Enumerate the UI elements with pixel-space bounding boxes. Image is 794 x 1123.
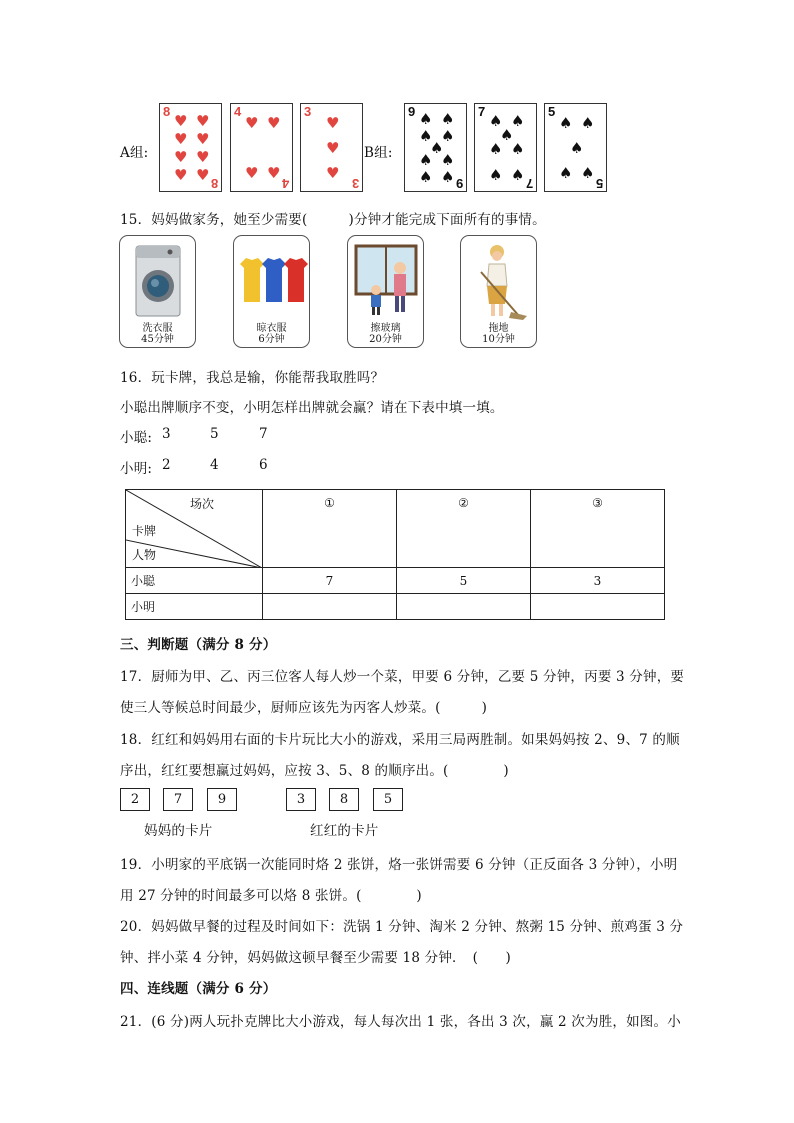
group-b-label: B组: <box>364 145 393 161</box>
xiaocong-label: 小聪: <box>120 430 153 446</box>
xiaocong-card: 7 <box>259 426 268 442</box>
spade-icon: ♠ <box>511 140 525 158</box>
chore-name: 晾衣服 <box>256 323 287 334</box>
mom-cards-label: 妈妈的卡片 <box>144 823 213 839</box>
chore-name: 洗衣服 <box>142 323 173 334</box>
question-16-line1: 16．玩卡牌，我总是输，你能帮我取胜吗？ <box>120 370 385 386</box>
heart-icon: ♥ <box>196 112 210 130</box>
heart-card-8 <box>159 103 222 192</box>
spade-icon: ♠ <box>500 126 514 144</box>
question-16-line2: 小聪出牌顺序不变，小明怎样出牌就会赢？请在下表中填一填。 <box>120 400 504 416</box>
question-18-line1: 18．红红和妈妈用右面的卡片玩比大小的游戏，采用三局两胜制。如果妈妈按 2、9、7 的顺 <box>120 732 680 748</box>
spade-card-7 <box>474 103 537 192</box>
card-rank-bottom: 4 <box>281 176 289 191</box>
header-changci: 场次 <box>190 497 215 511</box>
card-rank: 4 <box>234 104 242 119</box>
round-header-2: ② <box>397 490 531 568</box>
spade-icon: ♠ <box>441 110 455 128</box>
heart-icon: ♥ <box>174 130 188 148</box>
spade-icon: ♠ <box>581 114 595 132</box>
spade-icon: ♠ <box>430 139 444 157</box>
mom-card: 2 <box>120 788 150 811</box>
spade-icon: ♠ <box>419 110 433 128</box>
heart-icon: ♥ <box>196 166 210 184</box>
chore-card-washing <box>119 235 196 348</box>
spade-icon: ♠ <box>441 168 455 186</box>
spade-icon: ♠ <box>511 166 525 184</box>
card-rank-bottom: 9 <box>455 176 463 191</box>
xiaoming-card: 6 <box>259 457 268 473</box>
heart-icon: ♥ <box>245 114 259 132</box>
chore-name: 擦玻璃 <box>370 323 401 334</box>
card-rank: 8 <box>163 104 171 119</box>
xiaoming-label: 小明: <box>120 461 153 477</box>
heart-icon: ♥ <box>267 114 281 132</box>
question-20-line2: 钟、拌小菜 4 分钟，妈妈做这顿早餐至少需要 18 分钟． ( ) <box>120 950 512 966</box>
row-label-xiaocong: 小聪 <box>126 568 263 594</box>
xiaocong-card: 3 <box>162 426 171 442</box>
question-17-line1: 17．厨师为甲、乙、丙三位客人每人炒一个菜，甲要 6 分钟，乙要 5 分钟，丙要 3 分钟，要 <box>120 669 685 685</box>
heart-card-4 <box>230 103 293 192</box>
xiaocong-cell: 5 <box>397 568 531 594</box>
spade-icon: ♠ <box>489 112 503 130</box>
card-rank: 7 <box>478 104 486 119</box>
honghong-card: 5 <box>373 788 403 811</box>
xiaocong-cell: 7 <box>263 568 397 594</box>
question-20-line1: 20．妈妈做早餐的过程及时间如下：洗锅 1 分钟、淘米 2 分钟、熬粥 15 分钟、煎鸡蛋 3 分 <box>120 919 684 935</box>
question-17-line2: 使三人等候总时间最少，厨师应该先为丙客人炒菜。( ) <box>120 700 488 716</box>
question-19-line2: 用 27 分钟的时间最多可以烙 8 张饼。( ) <box>120 888 422 904</box>
heart-icon: ♥ <box>267 164 281 182</box>
xiaoming-card: 4 <box>210 457 219 473</box>
heart-icon: ♥ <box>174 148 188 166</box>
heart-icon: ♥ <box>326 114 340 132</box>
round-header-3: ③ <box>531 490 665 568</box>
spade-icon: ♠ <box>489 140 503 158</box>
card-rank-bottom: 3 <box>351 176 359 191</box>
card-rank-bottom: 5 <box>595 176 603 191</box>
card-rank: 5 <box>548 104 556 119</box>
card-game-table <box>125 489 665 620</box>
heart-icon: ♥ <box>245 164 259 182</box>
chore-card-drying <box>233 235 310 348</box>
spade-icon: ♠ <box>441 127 455 145</box>
chore-card-mopping <box>460 235 537 348</box>
xiaoming-answer-cell[interactable] <box>263 594 397 620</box>
spade-icon: ♠ <box>559 164 573 182</box>
heart-icon: ♥ <box>196 130 210 148</box>
xiaoming-answer-cell[interactable] <box>397 594 531 620</box>
chore-name: 拖地 <box>488 323 509 334</box>
honghong-card: 8 <box>329 788 359 811</box>
question-15: 15．妈妈做家务，她至少需要( )分钟才能完成下面所有的事情。 <box>120 212 546 228</box>
spade-icon: ♠ <box>489 166 503 184</box>
card-rank: 3 <box>304 104 312 119</box>
spade-icon: ♠ <box>419 127 433 145</box>
spade-icon: ♠ <box>511 112 525 130</box>
question-19-line1: 19．小明家的平底锅一次能同时烙 2 张饼，烙一张饼需要 6 分钟（正反面各 3 分钟），小明 <box>120 857 678 873</box>
mopping-icon <box>471 242 529 320</box>
mom-card: 9 <box>207 788 237 811</box>
card-rank-bottom: 8 <box>210 176 218 191</box>
heart-card-3 <box>300 103 363 192</box>
chore-card-window <box>347 235 424 348</box>
spade-icon: ♠ <box>441 151 455 169</box>
spade-icon: ♠ <box>581 164 595 182</box>
spade-card-5 <box>544 103 607 192</box>
spade-icon: ♠ <box>419 168 433 186</box>
diagonal-header-cell <box>126 490 263 568</box>
round-header-1: ① <box>263 490 397 568</box>
header-kapai: 卡牌 <box>132 524 157 538</box>
group-a-label: A组: <box>120 145 149 161</box>
section-4-title: 四、连线题（满分 6 分） <box>120 981 277 997</box>
spade-icon: ♠ <box>570 139 584 157</box>
heart-icon: ♥ <box>326 164 340 182</box>
spade-icon: ♠ <box>559 114 573 132</box>
heart-icon: ♥ <box>196 148 210 166</box>
card-rank-bottom: 7 <box>525 176 533 191</box>
xiaocong-card: 5 <box>210 426 219 442</box>
washing-machine-icon <box>134 244 182 318</box>
chore-time: 20分钟 <box>369 334 402 345</box>
xiaoming-card: 2 <box>162 457 171 473</box>
section-3-title: 三、判断题（满分 8 分） <box>120 637 277 653</box>
hanging-clothes-icon <box>236 250 308 308</box>
honghong-cards-label: 红红的卡片 <box>310 823 379 839</box>
spade-icon: ♠ <box>419 151 433 169</box>
xiaocong-cell: 3 <box>531 568 665 594</box>
row-label-xiaoming: 小明 <box>126 594 263 620</box>
chore-time: 45分钟 <box>141 334 174 345</box>
xiaoming-answer-cell[interactable] <box>531 594 665 620</box>
heart-icon: ♥ <box>174 166 188 184</box>
card-rank: 9 <box>408 104 416 119</box>
heart-icon: ♥ <box>174 112 188 130</box>
chore-time: 10分钟 <box>482 334 515 345</box>
question-18-line2: 序出，红红要想赢过妈妈，应按 3、5、8 的顺序出。( ) <box>120 763 509 779</box>
cleaning-window-icon <box>354 244 418 318</box>
mom-card: 7 <box>163 788 193 811</box>
chore-time: 6分钟 <box>258 334 285 345</box>
header-renwu: 人物 <box>132 548 157 562</box>
spade-card-9 <box>404 103 467 192</box>
heart-icon: ♥ <box>326 139 340 157</box>
honghong-card: 3 <box>286 788 316 811</box>
question-21-line1: 21．(6 分)两人玩扑克牌比大小游戏，每人每次出 1 张，各出 3 次，赢 2 次为胜，如图。小 <box>120 1014 681 1030</box>
